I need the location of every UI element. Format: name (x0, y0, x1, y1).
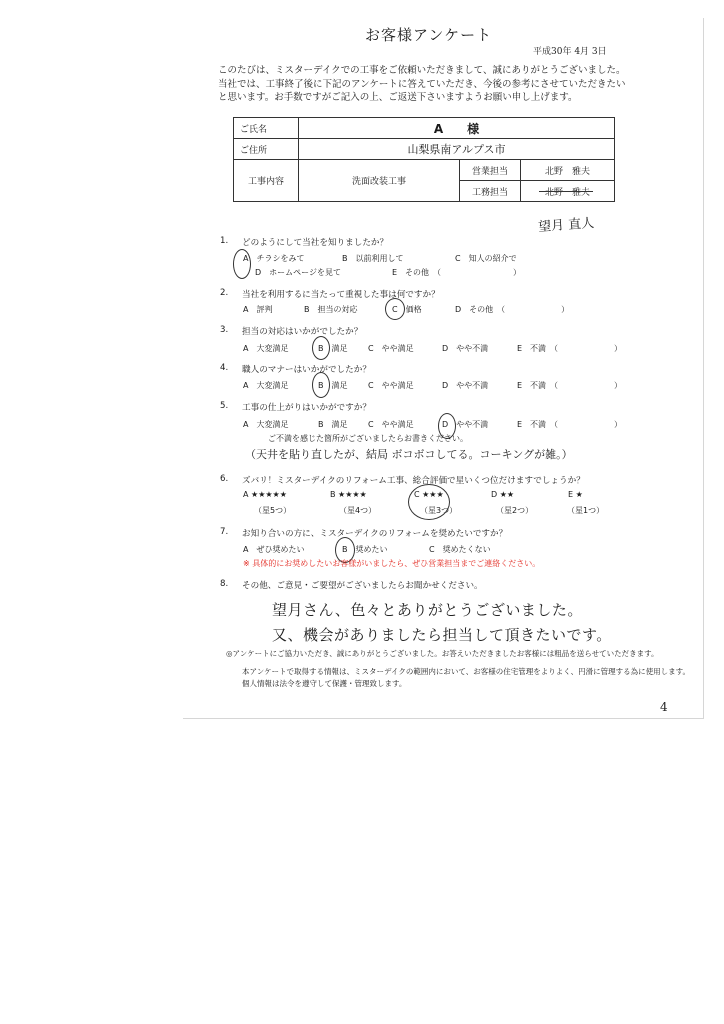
q6-option-b[interactable]: B ★★★★ (330, 490, 367, 499)
handwritten-tech-name: 望月 直人 (537, 216, 595, 235)
name-label: ご氏名 (234, 118, 299, 139)
strike-line (539, 191, 593, 192)
q7-option-a[interactable]: A ぜひ奨めたい (243, 545, 305, 554)
q6-stars-label: （星1つ） (567, 506, 605, 515)
q2-option-c[interactable]: C 価格 (392, 305, 422, 314)
footer-thanks-note: ◎アンケートにご協力いただき、誠にありがとうございました。お答えいただきましたお客様には粗品を送らせていただきます。 (226, 649, 659, 658)
q6-stars-label: （星5つ） (254, 506, 292, 515)
selection-mark (233, 249, 251, 279)
q3-number: 3. (220, 325, 229, 335)
q5-option-c[interactable]: C やや満足 (368, 420, 414, 429)
q7-option-c[interactable]: C 奨めたくない (429, 545, 491, 554)
footer-privacy-note: 本アンケートで取得する情報は、ミスターデイクの範囲内において、お客様の住宅管理をよりよく、円滑に管理する為に使用します。 (242, 667, 690, 676)
selection-mark (312, 372, 330, 398)
q3-option-c[interactable]: C やや満足 (368, 344, 414, 353)
sales-label: 営業担当 (460, 160, 521, 181)
q1-option-a[interactable]: A チラシをみて (243, 254, 305, 263)
q6-option-e[interactable]: E ★ (568, 490, 583, 499)
name-value: A 様 (299, 118, 615, 139)
q5-handwritten-answer: （天井を貼り直したが、結局 ボコボコしてる。コーキングが雑。） (245, 448, 573, 461)
intro-text (218, 64, 680, 105)
q4-text: 職人のマナーはいかがでしたか？ (242, 365, 371, 375)
selection-mark (408, 484, 450, 520)
q3-text: 担当の対応はいかがでしたか？ (242, 327, 363, 337)
q3-option-d[interactable]: D やや不満 (442, 344, 489, 353)
q7-option-b[interactable]: B 奨めたい (342, 545, 388, 554)
q5-option-d[interactable]: D やや不満 (442, 420, 489, 429)
q4-option-c[interactable]: C やや満足 (368, 381, 414, 390)
q8-text: その他、ご意見・ご要望がございましたらお聞かせください。 (242, 581, 483, 591)
q2-option-b[interactable]: B 担当の対応 (304, 305, 358, 314)
page-title: お客様アンケート (365, 26, 493, 44)
q1-option-c[interactable]: C 知人の紹介で (455, 254, 517, 263)
q5-sub-text: ご不満を感じた箇所がございましたらお書きください。 (268, 434, 468, 443)
q6-option-c[interactable]: C ★★★ (414, 490, 444, 499)
tech-label: 工務担当 (460, 181, 521, 202)
q6-option-a[interactable]: A ★★★★★ (243, 490, 287, 499)
q1-text: どのようにして当社を知りましたか？ (242, 238, 389, 248)
q6-stars-label: （星4つ） (339, 506, 377, 515)
intro-line: と思います。お手数ですがご記入の上、ご返送下さいますようお願い申し上げます。 (218, 92, 578, 103)
q1-option-b[interactable]: B 以前利用して (342, 254, 404, 263)
q5-text: 工事の仕上がりはいかがですか？ (242, 403, 371, 413)
q5-option-e[interactable]: E 不満 （ ） (517, 420, 623, 429)
q6-stars-label: （星2つ） (496, 506, 534, 515)
q5-option-b[interactable]: B 満足 (318, 420, 348, 429)
q8-handwritten-line2: 又、機会がありましたら担当して頂きたいです。 (272, 626, 612, 644)
address-value: 山梨県南アルプス市 (299, 139, 615, 160)
q3-option-a[interactable]: A 大変満足 (243, 344, 289, 353)
q6-option-d[interactable]: D ★★ (491, 490, 515, 499)
tech-value (521, 181, 615, 202)
q4-option-b[interactable]: B 満足 (318, 381, 348, 390)
page-mark: 4 (660, 700, 668, 714)
footer-privacy-note-2: 個人情報は法令を遵守して保護・管理致します。 (242, 679, 407, 688)
q8-handwritten-line1: 望月さん、色々とありがとうございました。 (272, 601, 583, 619)
selection-mark (385, 298, 405, 320)
q4-option-d[interactable]: D やや不満 (442, 381, 489, 390)
work-value: 洗面改装工事 (299, 160, 460, 202)
q4-option-e[interactable]: E 不満 （ ） (517, 381, 623, 390)
survey-date: 平成30年 4月 3日 (533, 47, 607, 57)
q6-text: ズバリ！ミスターデイクのリフォーム工事、総合評価で星いくつ位だけますでしょうか？ (242, 476, 585, 486)
q2-number: 2. (220, 288, 229, 298)
selection-mark (312, 336, 330, 360)
q1-option-d[interactable]: D ホームページを見て (255, 268, 341, 277)
q1-option-e[interactable]: E その他 （ ） (392, 268, 522, 277)
q5-option-a[interactable]: A 大変満足 (243, 420, 289, 429)
q1-number: 1. (220, 236, 229, 246)
q4-number: 4. (220, 363, 229, 373)
q4-option-a[interactable]: A 大変満足 (243, 381, 289, 390)
intro-line: このたびは、ミスターデイクでの工事をご依頼いただきまして、誠にありがとうございました。 (218, 65, 626, 76)
sales-value: 北野 雅夫 (521, 160, 615, 181)
tech-value-printed: 北野 雅夫 (544, 187, 590, 198)
customer-info-table (233, 117, 615, 202)
q2-text: 当社を利用するに当たって重視した事は何ですか？ (242, 290, 440, 300)
q2-option-a[interactable]: A 評判 (243, 305, 273, 314)
work-label: 工事内容 (234, 160, 299, 202)
q3-option-b[interactable]: B 満足 (318, 344, 348, 353)
q5-number: 5. (220, 401, 229, 411)
q3-option-e[interactable]: E 不満 （ ） (517, 344, 623, 353)
address-label: ご住所 (234, 139, 299, 160)
q7-number: 7. (220, 527, 229, 537)
q7-red-note: ※ 具体的にお奨めしたいお客様がいましたら、ぜひ営業担当までご連絡ください。 (243, 559, 541, 568)
intro-line: 当社では、工事終了後に下記のアンケートに答えていただき、今後の参考にさせていただきたい (218, 78, 626, 90)
q6-stars-label: （星3つ） (420, 506, 458, 515)
q2-option-d[interactable]: D その他 （ ） (455, 305, 570, 314)
q8-number: 8. (220, 579, 229, 589)
q6-number: 6. (220, 474, 229, 484)
q7-text: お知り合いの方に、ミスターデイクのリフォームを奨めたいですか？ (242, 529, 508, 539)
